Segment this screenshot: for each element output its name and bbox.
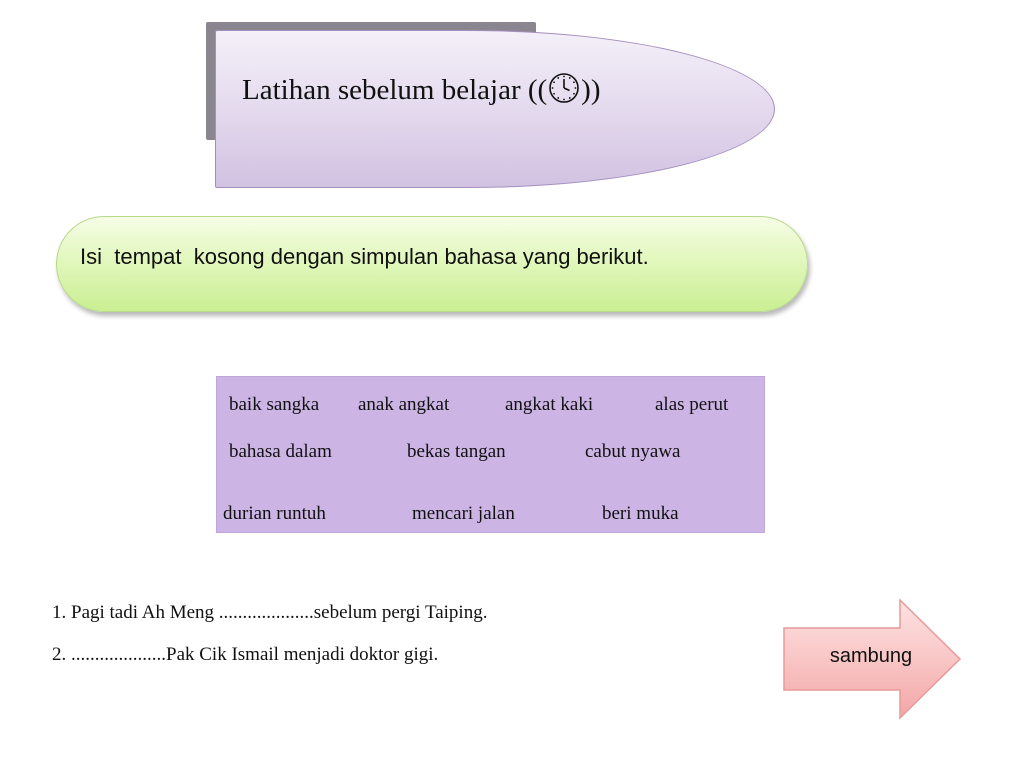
clock-icon [548,72,580,104]
word-anak-angkat: anak angkat [358,394,450,415]
question-2: 2. ....................Pak Cik Ismail menjadi doktor gigi. [52,644,439,665]
title-suffix: )) [581,74,601,106]
instruction-text: Isi tempat kosong dengan simpulan bahasa yang berikut. [80,244,649,269]
word-bahasa-dalam: bahasa dalam [229,441,332,462]
word-bekas-tangan: bekas tangan [407,441,506,462]
next-arrow-button[interactable] [782,598,962,722]
word-alas-perut: alas perut [655,394,729,415]
word-mencari-jalan: mencari jalan [412,503,515,524]
title-prefix: Latihan sebelum belajar (( [242,74,548,106]
word-cabut-nyawa: cabut nyawa [585,441,681,462]
word-baik-sangka: baik sangka [229,394,320,415]
word-beri-muka: beri muka [602,503,679,524]
word-angkat-kaki: angkat kaki [505,394,594,415]
page-title [242,74,601,107]
next-button-label: sambung [829,645,913,667]
question-1: 1. Pagi tadi Ah Meng ....................sebelum pergi Taiping. [52,602,488,623]
title-banner [215,30,775,188]
word-durian-runtuh: durian runtuh [223,503,326,524]
